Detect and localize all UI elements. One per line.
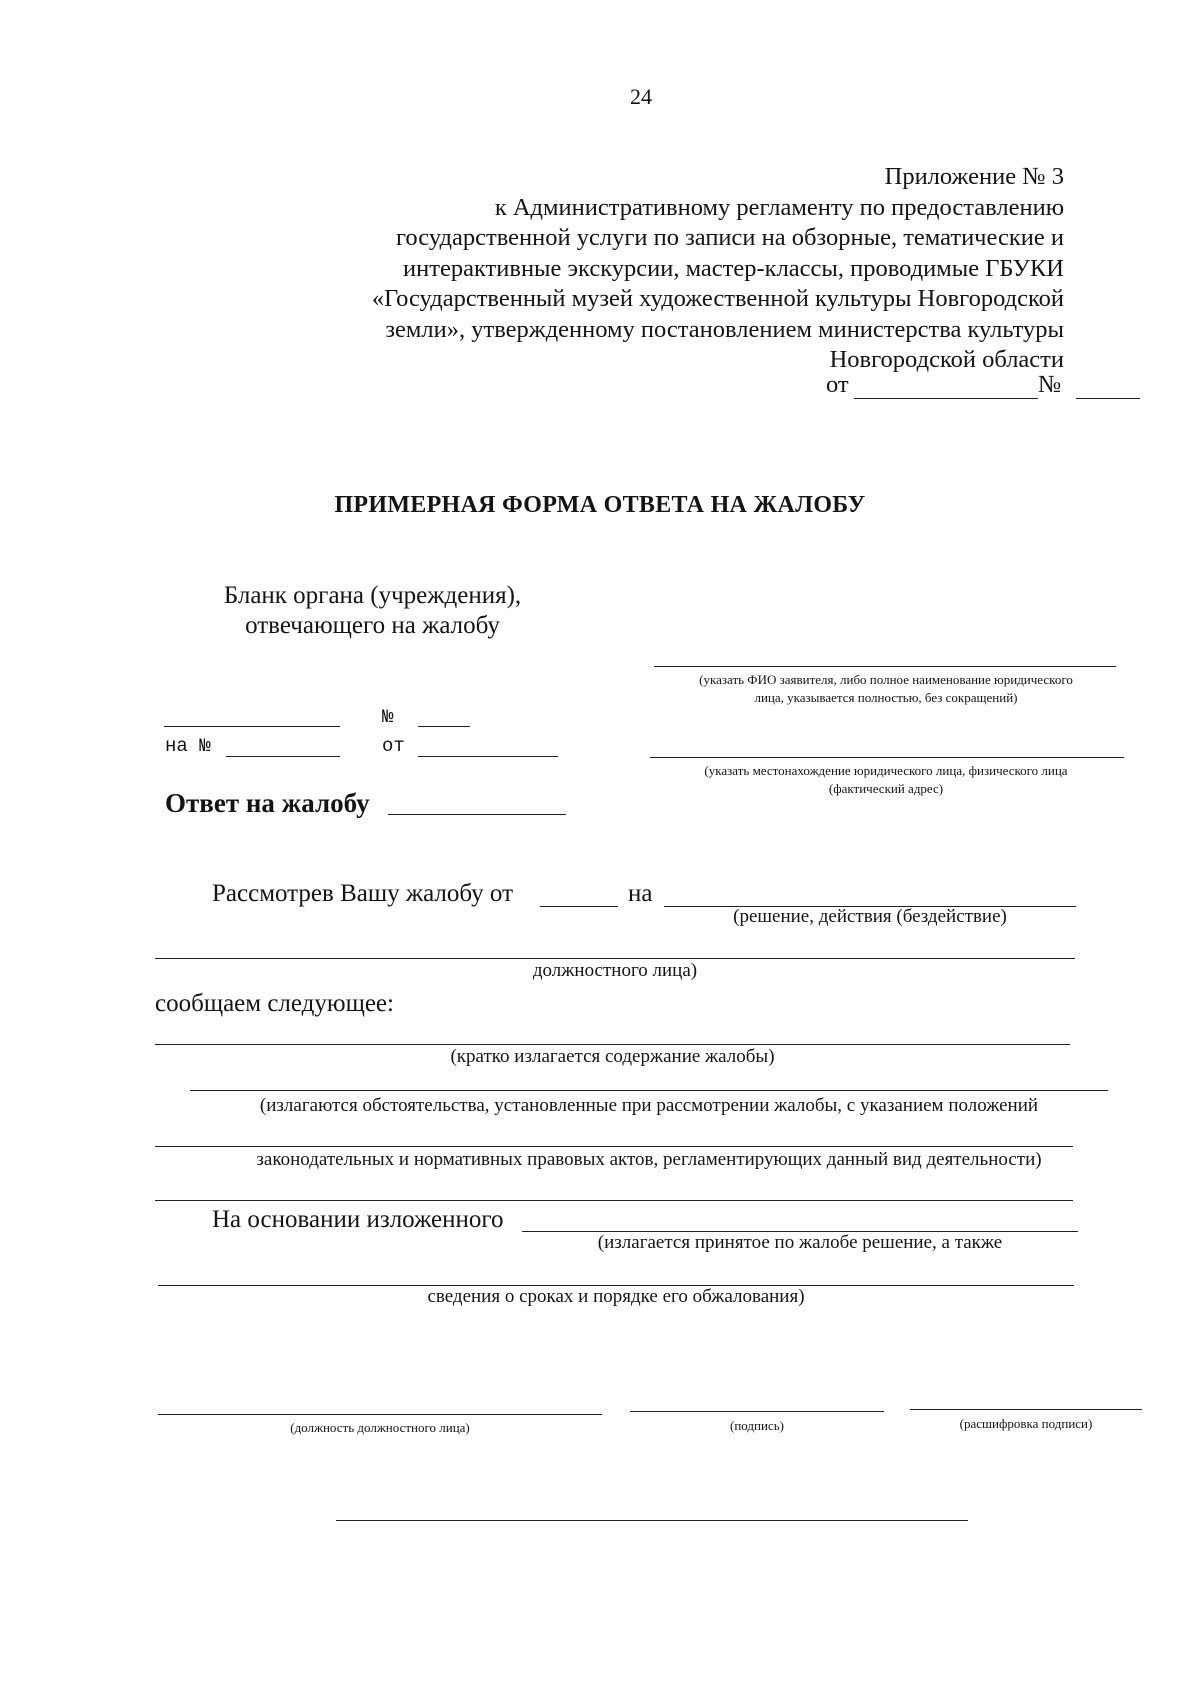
outgoing-number-line[interactable] (418, 726, 470, 727)
appendix-number-label: № (1038, 371, 1062, 398)
hint-decision: (решение, действия (бездействие) (733, 906, 1007, 927)
hint-acts: законодательных и нормативных правовых актов, регламентирующих данный вид деятельности) (256, 1149, 1042, 1170)
basis-label: На основании изложенного (212, 1206, 504, 1233)
signature-line[interactable] (630, 1411, 884, 1412)
on-label: на (628, 880, 653, 907)
report-label: сообщаем следующее: (155, 990, 394, 1017)
outgoing-number-label: № (382, 706, 394, 728)
in-reply-label: на № (165, 735, 211, 757)
recipient-name-line[interactable] (654, 666, 1116, 667)
hint-decision-taken: (излагается принятое по жалобе решение, а также (597, 1232, 1003, 1253)
recipient-name-hint-2: лица, указывается полностью, без сокращений) (754, 690, 1018, 705)
complaint-date-line[interactable] (540, 906, 618, 907)
in-reply-from-label: от (382, 735, 405, 757)
circumstances-line[interactable] (190, 1090, 1108, 1091)
appendix-from-label: от (826, 371, 849, 398)
decode-line[interactable] (910, 1409, 1142, 1410)
appendix-block (372, 162, 1064, 376)
appendix-line: Новгородской области (829, 346, 1064, 373)
content-line[interactable] (155, 1044, 1070, 1045)
outgoing-date-line[interactable] (164, 726, 340, 727)
appendix-date-line[interactable] (854, 398, 1038, 399)
acts-continuation-line[interactable] (155, 1200, 1073, 1201)
appendix-line: «Государственный музей художественной культуры Новгородской (371, 285, 1064, 312)
form-title: ПРИМЕРНАЯ ФОРМА ОТВЕТА НА ЖАЛОБУ (334, 492, 866, 518)
recipient-name-hint-1: (указать ФИО заявителя, либо полное наименование юридического (699, 672, 1073, 687)
appendix-line: государственной услуги по записи на обзорные, тематические и (395, 224, 1064, 251)
decode-hint: (расшифровка подписи) (959, 1416, 1093, 1431)
acts-line[interactable] (155, 1146, 1073, 1147)
hint-circumstances: (излагаются обстоятельства, установленные при рассмотрении жалобы, с указанием положений (259, 1095, 1039, 1116)
hint-content: (кратко излагается содержание жалобы) (450, 1046, 775, 1067)
position-line[interactable] (158, 1414, 602, 1415)
bottom-separator (336, 1520, 968, 1521)
answer-heading: Ответ на жалобу (165, 788, 370, 818)
appendix-line: Приложение № 3 (884, 163, 1064, 190)
hint-terms: сведения о сроках и порядке его обжалования) (427, 1286, 805, 1307)
answer-heading-line[interactable] (388, 814, 566, 815)
appendix-line: интерактивные экскурсии, мастер-классы, проводимые ГБУКИ (403, 254, 1064, 282)
appendix-number-line[interactable] (1076, 398, 1140, 399)
in-reply-number-line[interactable] (226, 756, 340, 757)
page-number-text: 24 (630, 84, 652, 109)
position-hint: (должность должностного лица) (290, 1420, 470, 1435)
official-line[interactable] (155, 958, 1075, 959)
recipient-address-line[interactable] (650, 757, 1124, 758)
appendix-line: к Административному регламенту по предоставлению (494, 193, 1064, 221)
recipient-address-hint-2: (фактический адрес) (828, 781, 944, 796)
appendix-line: земли», утвержденному постановлением министерства культуры (385, 315, 1064, 343)
recipient-address-hint-1: (указать местонахождение юридического лица, физического лица (704, 763, 1068, 778)
considered-label: Рассмотрев Вашу жалобу от (212, 880, 514, 907)
in-reply-date-line[interactable] (418, 756, 558, 757)
hint-official: должностного лица) (532, 960, 698, 981)
blank-line-2: отвечающего на жалобу (245, 612, 500, 639)
signature-hint: (подпись) (730, 1418, 784, 1433)
blank-line-1: Бланк органа (учреждения), (223, 582, 522, 609)
